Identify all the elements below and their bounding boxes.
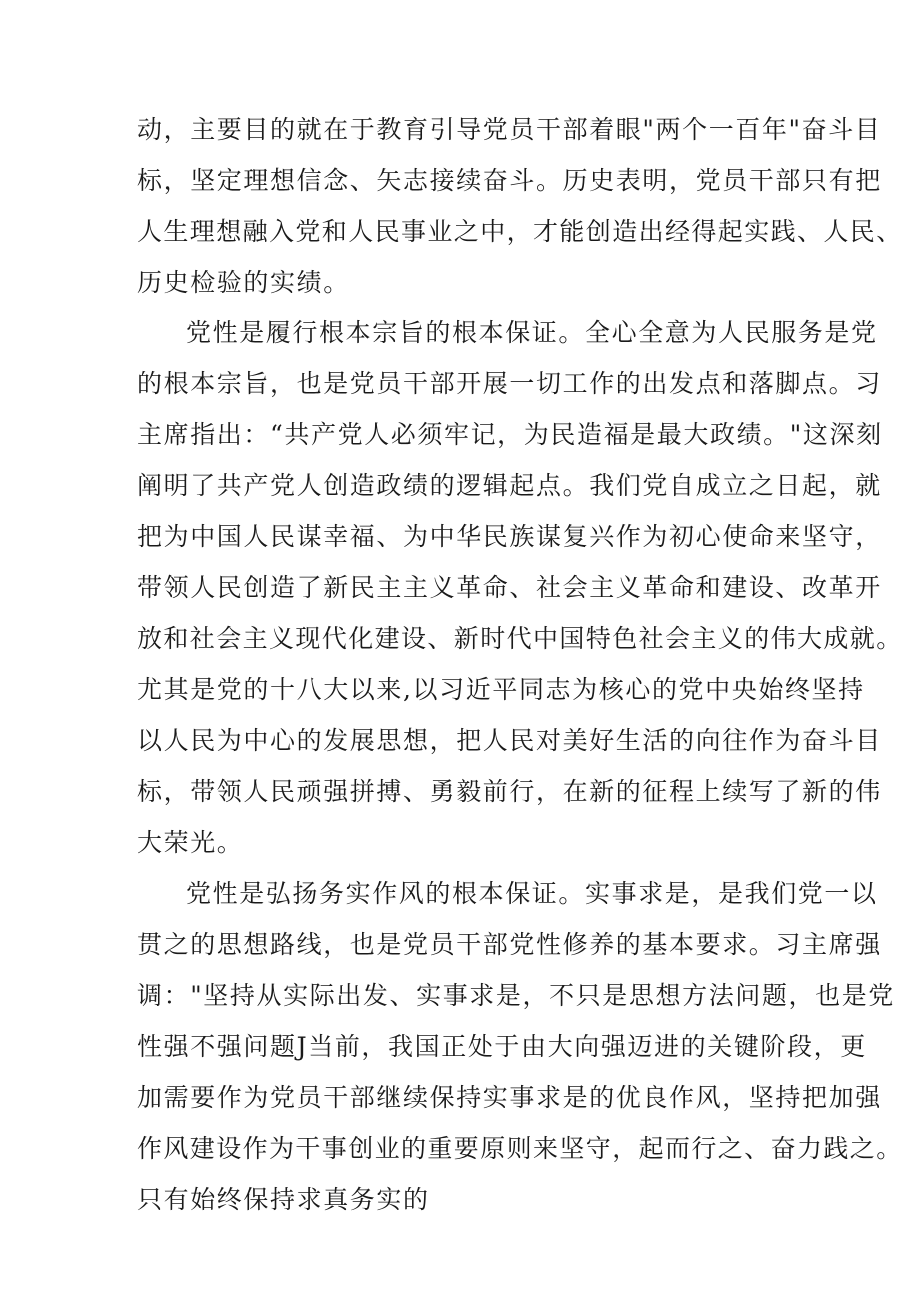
- text-line: 只有始终保持求真务实的: [137, 1185, 430, 1214]
- text-line: 性强不强问题J当前，我国正处于由大向强迈进的关键阶段，更: [137, 1032, 867, 1061]
- text-line: 尤其是党的十八大以来,以习近平同志为核心的党中央始终坚持: [137, 675, 865, 704]
- text-line: 主席指出：“共产党人必须牢记，为民造福是最大政绩。"这深刻: [137, 420, 883, 449]
- text-line: 放和社会主义现代化建设、新时代中国特色社会主义的伟大成就。: [137, 624, 903, 653]
- paragraph-first-line: 党性是履行根本宗旨的根本保证。全心全意为人民服务是党: [186, 318, 878, 347]
- text-line: 把为中国人民谋幸福、为中华民族谋复兴作为初心使命来坚守，: [137, 522, 882, 551]
- text-line: 标，坚定理想信念、矢志接续奋斗。历史表明，党员干部只有把: [137, 166, 882, 195]
- text-line: 带领人民创造了新民主主义革命、社会主义革命和建设、改革开: [137, 573, 882, 602]
- paragraph-first-line: 党性是弘扬务实作风的根本保证。实事求是，是我们党一以: [186, 879, 878, 908]
- text-line: 作风建设作为干事创业的重要原则来坚守，起而行之、奋力践之。: [137, 1134, 903, 1163]
- text-line: 的根本宗旨，也是党员干部开展一切工作的出发点和落脚点。习: [137, 369, 882, 398]
- text-line: 调："坚持从实际出发、实事求是，不只是思想方法问题，也是党: [137, 981, 895, 1010]
- text-line: 人生理想融入党和人民事业之中，才能创造出经得起实践、人民、: [137, 217, 903, 246]
- text-line: 贯之的思想路线，也是党员干部党性修养的基本要求。习主席强: [137, 930, 882, 959]
- text-line: 动，主要目的就在于教育引导党员干部着眼"两个一百年"奋斗目: [137, 115, 882, 144]
- text-line: 以人民为中心的发展思想，把人民对美好生活的向往作为奋斗目: [137, 726, 882, 755]
- text-line: 标，带领人民顽强拼搏、勇毅前行，在新的征程上续写了新的伟: [137, 777, 882, 806]
- text-line: 阐明了共产党人创造政绩的逻辑起点。我们党自成立之日起，就: [137, 471, 882, 500]
- text-line: 加需要作为党员干部继续保持实事求是的优良作风，坚持把加强: [137, 1083, 882, 1112]
- text-line: 大荣光。: [137, 828, 244, 857]
- text-line: 历史检验的实绩。: [137, 268, 350, 297]
